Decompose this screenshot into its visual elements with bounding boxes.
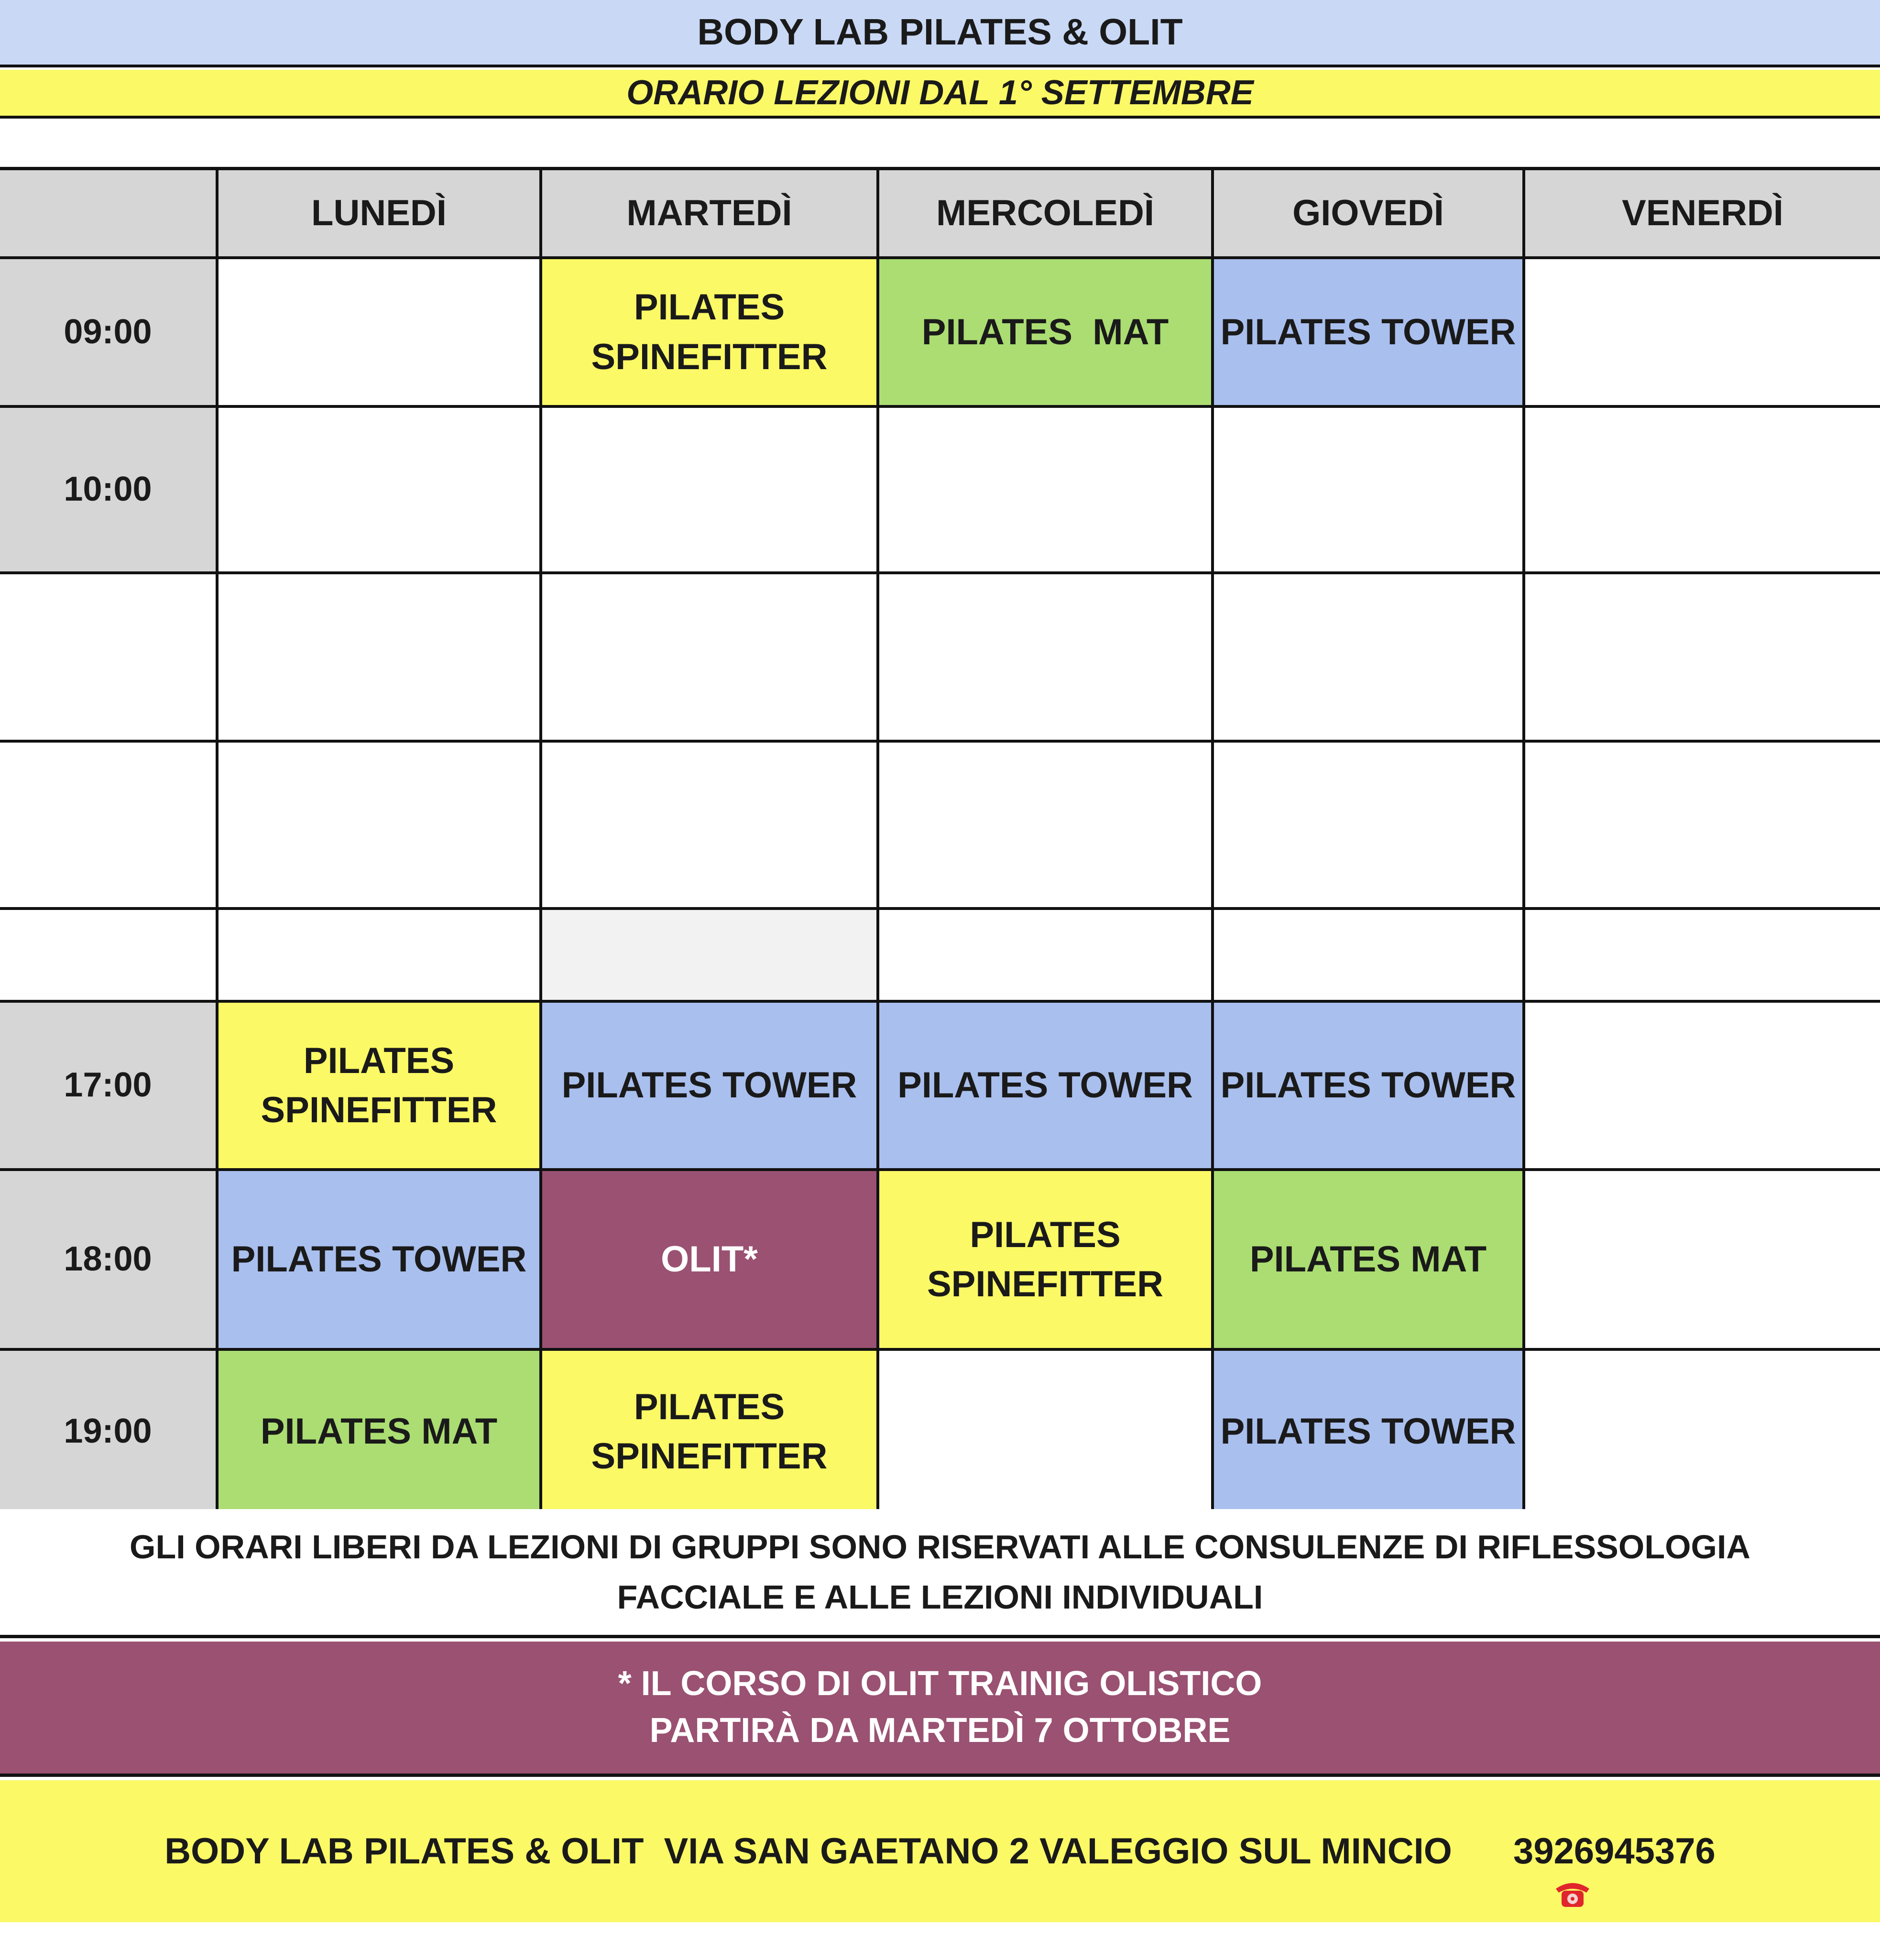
empty-cell: [219, 408, 542, 574]
class-cell: [879, 259, 1214, 408]
notice-line-1: GLI ORARI LIBERI DA LEZIONI DI GRUPPI SONO RISERVATI ALLE CONSULENZE DI RIFLESSOLOGIA: [130, 1528, 1750, 1566]
empty-cell: [879, 1351, 1214, 1512]
class-name-line: PILATES TOWER: [1220, 311, 1516, 352]
header-corner-cell: [0, 170, 219, 259]
class-name-line: PILATES TOWER: [231, 1239, 527, 1280]
time-slot-cell: [0, 1351, 219, 1512]
empty-cell: [219, 743, 542, 910]
telephone-icon: [1472, 1835, 1511, 1868]
time-slot-cell: [0, 743, 219, 910]
class-name-line: PILATES MAT: [921, 311, 1169, 352]
empty-cell: [542, 574, 879, 743]
class-name-line: PILATES: [634, 287, 785, 328]
class-cell: [542, 259, 879, 408]
empty-cell: [1525, 574, 1880, 743]
spacer: [0, 121, 1880, 167]
class-name-line: PILATES TOWER: [561, 1065, 857, 1106]
day-header-label: MARTEDÌ: [626, 193, 792, 234]
empty-cell: [879, 743, 1214, 910]
day-header: [542, 170, 879, 259]
class-name-line: SPINEFITTER: [927, 1264, 1164, 1304]
class-cell: [879, 1171, 1214, 1351]
time-slot-cell: [0, 910, 219, 1003]
footer-address: BODY LAB PILATES & OLIT VIA SAN GAETANO 2 VALEGGIO SUL MINCIO: [164, 1831, 1473, 1872]
class-cell: [1214, 1003, 1525, 1171]
empty-cell: [542, 408, 879, 574]
empty-cell: [1214, 743, 1525, 910]
empty-cell: [1525, 259, 1880, 408]
empty-cell: [879, 574, 1214, 743]
page-title: BODY LAB PILATES & OLIT: [697, 11, 1183, 53]
class-name-line: OLIT*: [661, 1239, 758, 1280]
class-name-line: SPINEFITTER: [591, 336, 828, 377]
footer-line: [164, 1830, 1715, 1872]
class-cell: [1214, 1351, 1525, 1512]
empty-cell: [542, 743, 879, 910]
time-slot-cell: [0, 574, 219, 743]
empty-cell: [219, 910, 542, 1003]
empty-cell: [1525, 910, 1880, 1003]
class-cell: [879, 1003, 1214, 1171]
time-label: 19:00: [64, 1412, 152, 1451]
empty-cell: [1214, 574, 1525, 743]
class-cell: [542, 1003, 879, 1171]
subtitle-band: [0, 70, 1880, 119]
time-slot-cell: [0, 1171, 219, 1351]
class-cell: [1214, 259, 1525, 408]
class-name-line: PILATES MAT: [260, 1411, 498, 1452]
class-name-line: PILATES: [634, 1386, 785, 1427]
class-name-line: PILATES MAT: [1249, 1239, 1487, 1280]
day-header-label: GIOVEDÌ: [1292, 193, 1444, 234]
time-slot-cell: [0, 408, 219, 574]
empty-cell: [879, 408, 1214, 574]
empty-cell: [1525, 1171, 1880, 1351]
class-cell: [542, 1351, 879, 1512]
class-cell: [542, 1171, 879, 1351]
day-header: [1525, 170, 1880, 259]
class-name-line: SPINEFITTER: [261, 1090, 497, 1130]
empty-cell: [1525, 743, 1880, 910]
class-cell: [219, 1003, 542, 1171]
class-name-line: SPINEFITTER: [591, 1436, 828, 1477]
class-cell: [219, 1351, 542, 1512]
time-label: 17:00: [64, 1066, 152, 1105]
empty-cell: [1214, 910, 1525, 1003]
page-subtitle: ORARIO LEZIONI DAL 1° SETTEMBRE: [626, 74, 1254, 112]
time-slot-cell: [0, 1003, 219, 1171]
empty-cell: [219, 574, 542, 743]
class-name-line: PILATES TOWER: [1220, 1411, 1516, 1452]
time-slot-cell: [0, 259, 219, 408]
time-label: 10:00: [64, 470, 152, 509]
notice-line-2: FACCIALE E ALLE LEZIONI INDIVIDUALI: [617, 1578, 1263, 1616]
class-name-line: PILATES TOWER: [1220, 1065, 1516, 1106]
day-header-label: LUNEDÌ: [311, 193, 447, 234]
day-header-label: MERCOLEDÌ: [936, 193, 1154, 234]
empty-cell: [1525, 1003, 1880, 1171]
schedule-table: [0, 167, 1880, 1509]
time-label: 18:00: [64, 1240, 152, 1279]
day-header-label: VENERDÌ: [1622, 193, 1783, 234]
time-label: 09:00: [64, 312, 152, 351]
notice-band: [0, 1509, 1880, 1638]
footer-phone: 3926945376: [1513, 1831, 1716, 1872]
empty-cell: [1525, 1351, 1880, 1512]
class-name-line: PILATES: [303, 1040, 455, 1081]
footer-band: [0, 1780, 1880, 1922]
title-band: [0, 0, 1880, 67]
day-header: [1214, 170, 1525, 259]
day-header: [879, 170, 1214, 259]
class-cell: [1214, 1171, 1525, 1351]
class-cell: [219, 1171, 542, 1351]
empty-cell: [1525, 408, 1880, 574]
day-header: [219, 170, 542, 259]
empty-cell: [219, 259, 542, 408]
olit-notice-band: [0, 1642, 1880, 1777]
empty-cell: [1214, 408, 1525, 574]
empty-cell: [879, 910, 1214, 1003]
olit-notice-line-2: PARTIRÀ DA MARTEDÌ 7 OTTOBRE: [649, 1711, 1231, 1750]
olit-notice-line-1: * IL CORSO DI OLIT TRAINIG OLISTICO: [618, 1664, 1262, 1703]
class-name-line: PILATES: [970, 1214, 1121, 1255]
class-name-line: PILATES TOWER: [897, 1065, 1193, 1106]
empty-cell: [542, 910, 879, 1003]
